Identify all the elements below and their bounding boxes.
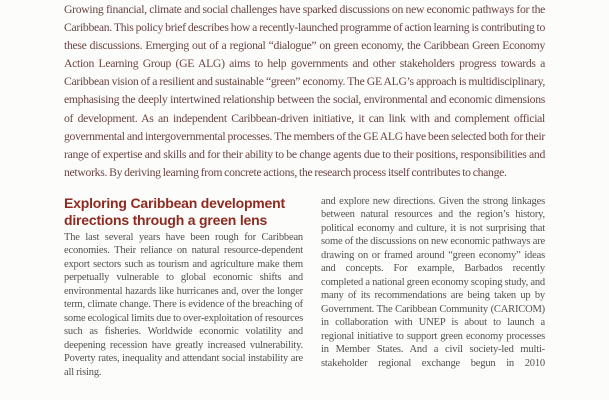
left-column — [64, 195, 303, 380]
section-heading: Exploring Caribbean development directions through a green lens — [64, 194, 285, 228]
left-column-paragraph: The last several years have been rough for Caribbean economies. Their reliance on natural resource-dependent export sectors such as tourism and agriculture make them perpetually vulnerable to global economic shifts and environmental hazards like hurricanes and, over the longer term, climate change. There is evidence of the breaching of some ecological limits due to over-exploitation of resources such as fisheries. Worldwide economic volatility and deepening recession have greatly increased vulnerability. Poverty rates, inequality and attendant social instability are all rising. — [64, 231, 303, 378]
intro-paragraph: Growing financial, climate and social challenges have sparked discussions on new economic pathways for the Caribbean. This policy brief describes how a recently-launched programme of action learning is contributing to these discussions. Emerging out of a regional “dialogue” on green economy, the Caribbean Green Economy Action Learning Group (GE ALG) aims to help governments and other stakeholders progress towards a Caribbean vision of a resilient and sustainable “green” economy. The GE ALG’s approach is multidisciplinary, emphasising the deeply intertwined relationship between the social, environmental and economic dimensions of development. As an independent Caribbean-driven initiative, it can link with and complement official governmental and intergovernmental processes. The members of the GE ALG have been selected both for their range of expertise and skills and for their ability to be change agents due to their positions, responsibilities and networks. By deriving learning from concrete actions, the research process itself contributes to change. — [64, 3, 545, 179]
right-column-paragraph: and explore new directions. Given the strong linkages between natural resources and the region’s history, political economy and culture, it is not surprising that some of the discussions on new economic pathways are drawing on or framed around “green economy” ideas and concepts. For example, Barbados recently completed a national green economy scoping study, and many of its recommendations are being taken up by Government. The Caribbean Community (CARICOM) in collaboration with UNEP is about to launch a regional initiative to support green economy processes in Member States. And a civil society-led multi-stakeholder regional exchange begun in 2010 — [321, 195, 545, 369]
two-column-section — [64, 195, 545, 380]
right-column — [321, 195, 545, 380]
